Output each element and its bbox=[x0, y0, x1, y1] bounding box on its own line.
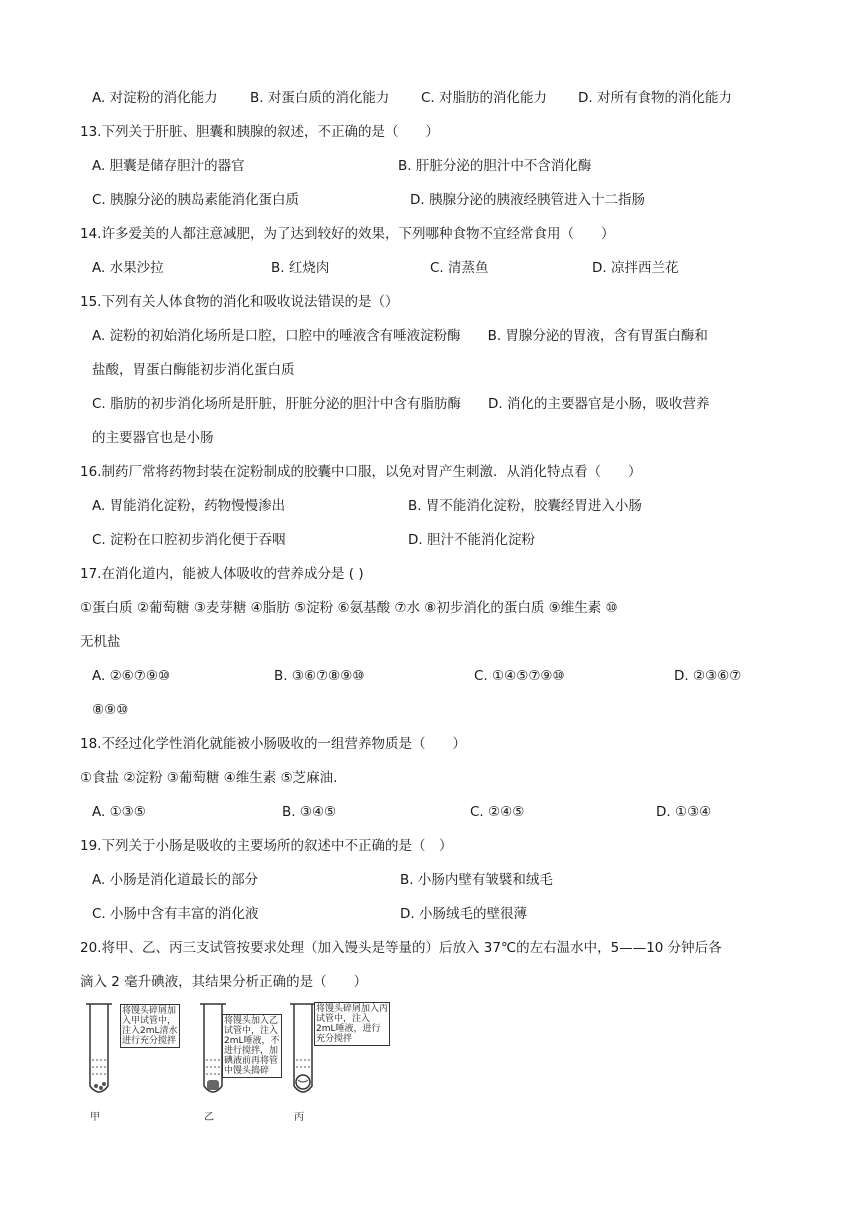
tube-bing-label: 将馒头碎屑加入丙试管中，注入2mL唾液，进行充分搅拌 bbox=[316, 1004, 389, 1044]
q14-option-c: C. 清蒸鱼 bbox=[430, 260, 489, 276]
q19-option-d: D. 小肠绒毛的壁很薄 bbox=[400, 906, 527, 922]
q14-option-d: D. 凉拌西兰花 bbox=[592, 260, 679, 276]
q18-option-c: C. ②④⑤ bbox=[470, 804, 525, 820]
q19-option-c: C. 小肠中含有丰富的消化液 bbox=[92, 906, 259, 922]
q17-option-d: D. ②③⑥⑦ bbox=[674, 668, 742, 684]
q20-stem-line-1: 20.将甲、乙、丙三支试管按要求处理（加入馒头是等量的）后放入 37℃的左右温水中，5——10 分钟后各 bbox=[80, 940, 722, 956]
q17-option-c: C. ①④⑤⑦⑨⑩ bbox=[474, 668, 565, 684]
test-tube-jia-icon bbox=[84, 1000, 114, 1100]
q16-option-a: A. 胃能消化淀粉，药物慢慢渗出 bbox=[92, 498, 286, 514]
q13-option-d: D. 胰腺分泌的胰液经胰管进入十二指肠 bbox=[410, 192, 645, 208]
q17-option-a: A. ②⑥⑦⑨⑩ bbox=[92, 668, 171, 684]
q18-option-a: A. ①③⑤ bbox=[92, 804, 146, 820]
q13-option-b: B. 肝脏分泌的胆汁中不含消化酶 bbox=[398, 158, 592, 174]
q17-items-line-2: 无机盐 bbox=[80, 634, 121, 650]
q12-option-d: D. 对所有食物的消化能力 bbox=[578, 90, 732, 106]
q16-option-b: B. 胃不能消化淀粉，胶囊经胃进入小肠 bbox=[408, 498, 642, 514]
q14-stem: 14.许多爱美的人都注意减肥，为了达到较好的效果，下列哪种食物不宜经常食用（ ） bbox=[80, 226, 615, 242]
q13-option-c: C. 胰腺分泌的胰岛素能消化蛋白质 bbox=[92, 192, 300, 208]
q18-option-d: D. ①③④ bbox=[656, 804, 712, 820]
q15-line-3: C. 脂肪的初步消化场所是肝脏，肝脏分泌的胆汁中含有脂肪酶 D. 消化的主要器官是小肠，吸收营养 bbox=[92, 396, 710, 412]
q15-line-2: 盐酸，胃蛋白酶能初步消化蛋白质 bbox=[92, 362, 295, 378]
q19-stem: 19.下列关于小肠是吸收的主要场所的叙述中不正确的是（ ） bbox=[80, 838, 453, 854]
q12-option-a: A. 对淀粉的消化能力 bbox=[92, 90, 218, 106]
q12-option-c: C. 对脂肪的消化能力 bbox=[421, 90, 548, 106]
q18-stem: 18.不经过化学性消化就能被小肠吸收的一组营养物质是（ ） bbox=[80, 736, 466, 752]
tube-jia-label: 将馒头碎屑加入甲试管中，注入2mL清水进行充分搅拌 bbox=[120, 1004, 180, 1048]
q18-option-b: B. ③④⑤ bbox=[282, 804, 337, 820]
q15-line-4: 的主要器官也是小肠 bbox=[92, 430, 214, 446]
tube-yi-name: 乙 bbox=[204, 1112, 214, 1123]
q20-stem-line-2: 滴入 2 毫升碘液，其结果分析正确的是（ ） bbox=[80, 974, 368, 990]
tube-jia-name: 甲 bbox=[90, 1112, 100, 1123]
q18-items: ①食盐 ②淀粉 ③葡萄糖 ④维生素 ⑤芝麻油. bbox=[80, 770, 338, 786]
q15-line-1: A. 淀粉的初始消化场所是口腔，口腔中的唾液含有唾液淀粉酶 B. 胃腺分泌的胃液，含有胃蛋白酶和 bbox=[92, 328, 708, 344]
tube-bing bbox=[288, 1000, 398, 1123]
q19-option-b: B. 小肠内壁有皱襞和绒毛 bbox=[400, 872, 553, 888]
tube-jia bbox=[84, 1000, 178, 1123]
q15-stem: 15.下列有关人体食物的消化和吸收说法错误的是（） bbox=[80, 294, 399, 310]
q19-option-a: A. 小肠是消化道最长的部分 bbox=[92, 872, 259, 888]
q17-items-line-1: ①蛋白质 ②葡萄糖 ③麦芽糖 ④脂肪 ⑤淀粉 ⑥氨基酸 ⑦水 ⑧初步消化的蛋白质 ⑨维生素 ⑩ bbox=[80, 600, 618, 616]
tube-bing-name: 丙 bbox=[294, 1112, 304, 1123]
tube-yi-label: 将馒头加入乙试管中，注入2mL唾液，不进行搅拌，加碘液前再将管中馒头捣碎 bbox=[222, 1014, 282, 1078]
q16-stem: 16.制药厂常将药物封装在淀粉制成的胶囊中口服，以免对胃产生刺激．从消化特点看（ ） bbox=[80, 464, 642, 480]
q17-stem: 17.在消化道内，能被人体吸收的营养成分是 ( ) bbox=[80, 566, 364, 582]
q14-option-a: A. 水果沙拉 bbox=[92, 260, 164, 276]
q17-option-d-cont: ⑧⑨⑩ bbox=[92, 702, 129, 718]
q14-option-b: B. 红烧肉 bbox=[271, 260, 330, 276]
tube-yi bbox=[198, 1000, 288, 1123]
q17-option-b: B. ③⑥⑦⑧⑨⑩ bbox=[274, 668, 365, 684]
q16-option-c: C. 淀粉在口腔初步消化便于吞咽 bbox=[92, 532, 286, 548]
q16-option-d: D. 胆汁不能消化淀粉 bbox=[408, 532, 535, 548]
q13-stem: 13.下列关于肝脏、胆囊和胰腺的叙述，不正确的是（ ） bbox=[80, 124, 439, 140]
q12-option-b: B. 对蛋白质的消化能力 bbox=[250, 90, 390, 106]
q13-option-a: A. 胆囊是储存胆汁的器官 bbox=[92, 158, 245, 174]
